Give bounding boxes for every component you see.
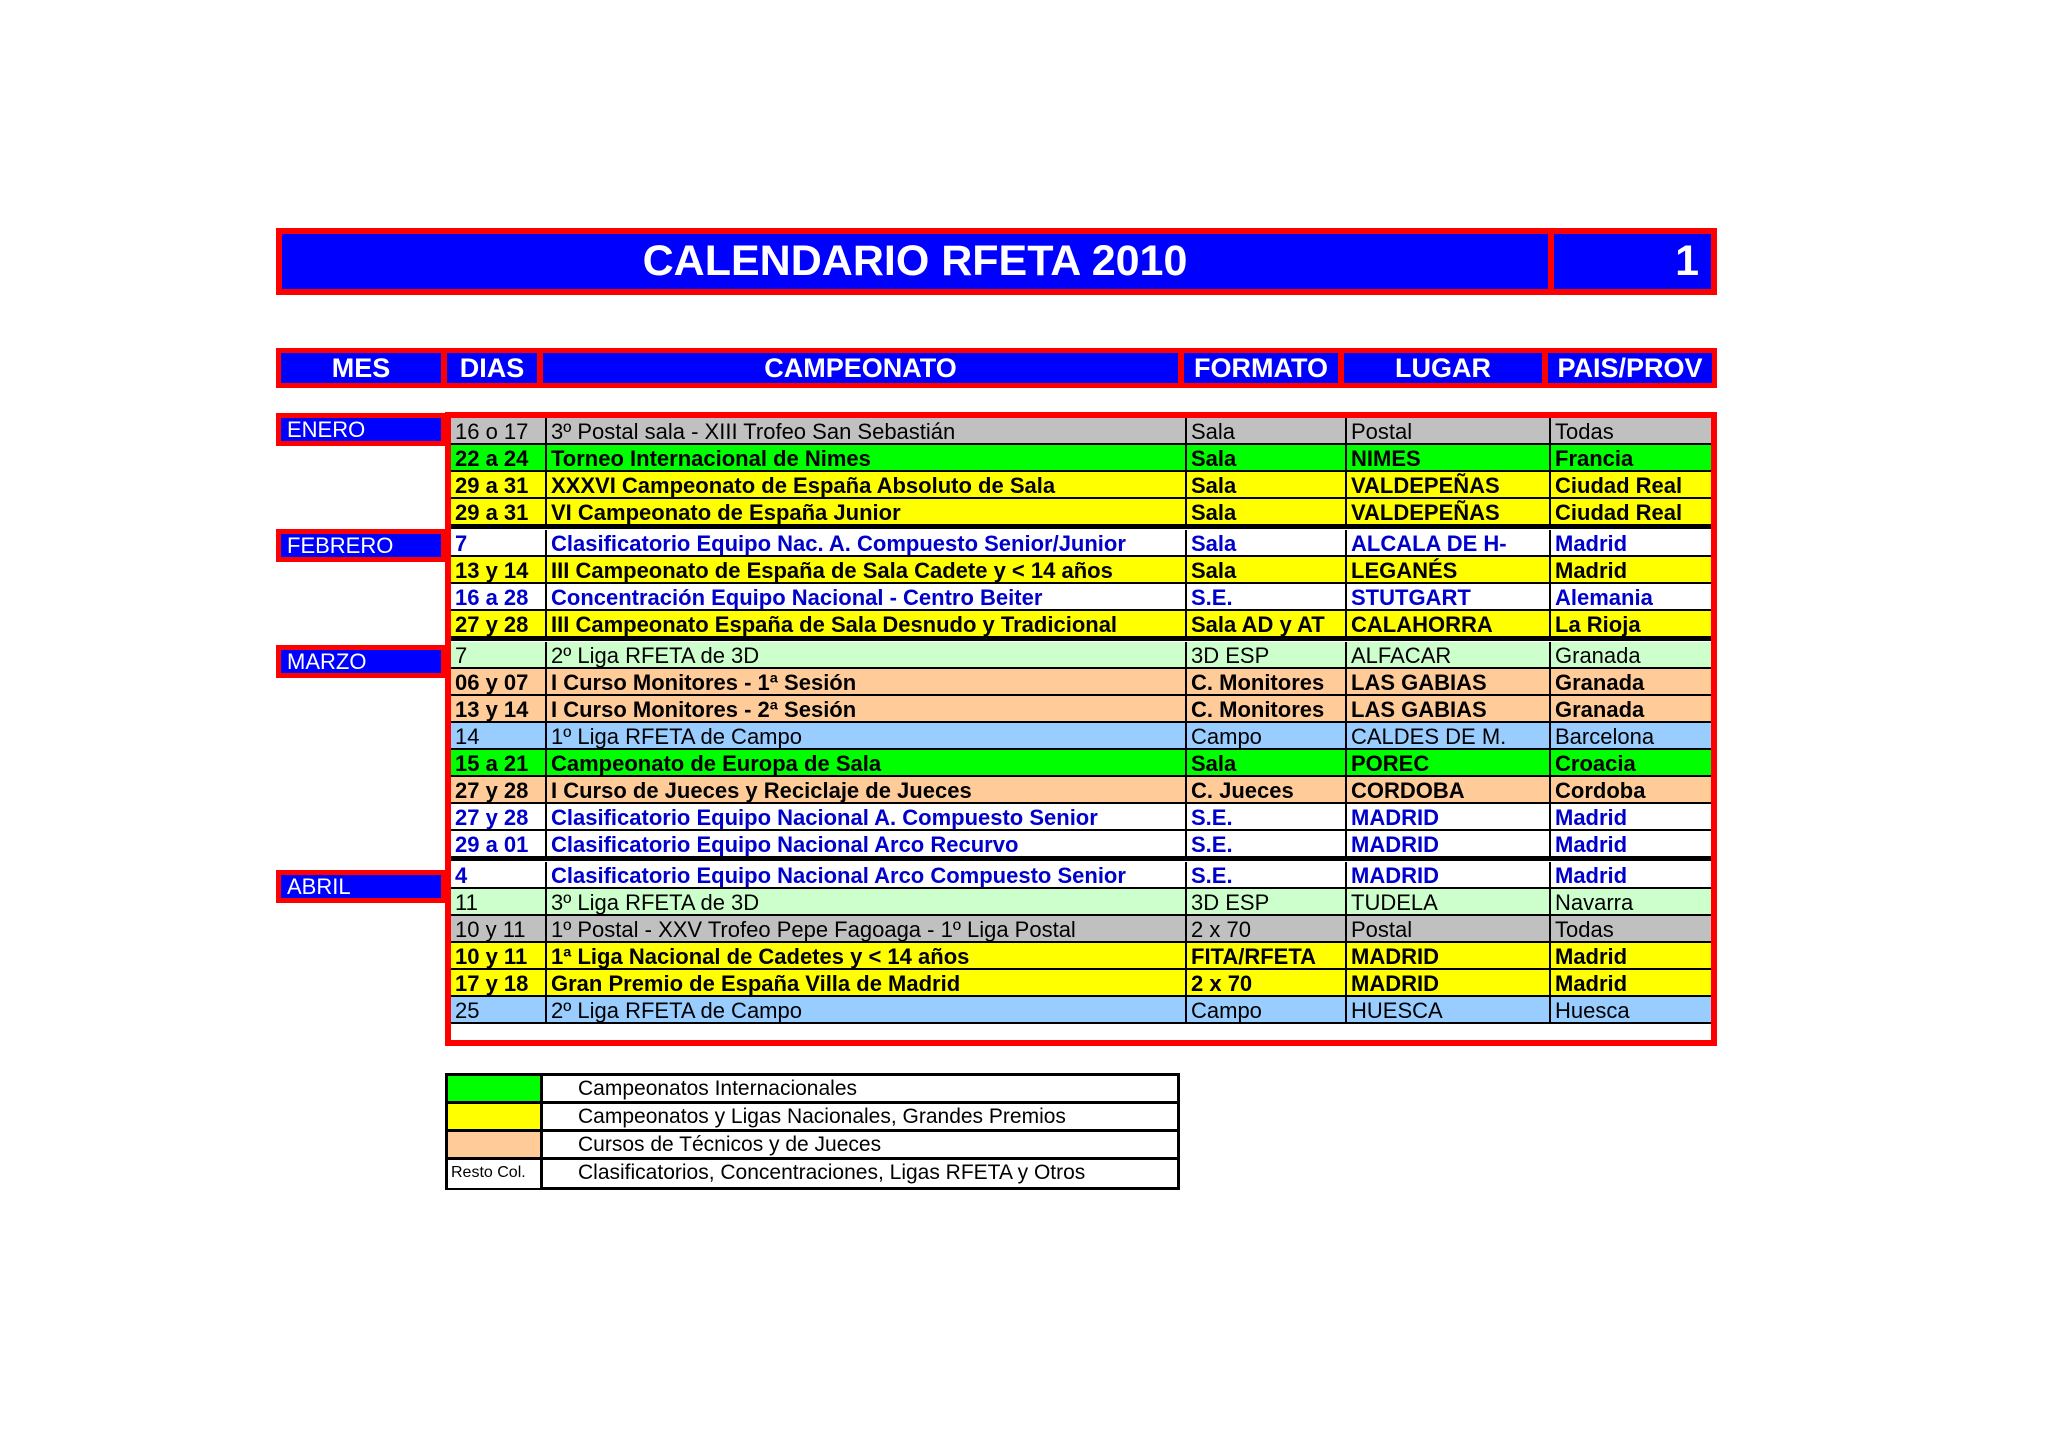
row-formato: Sala [1187, 472, 1347, 499]
table-row [451, 642, 1711, 669]
row-pais: Cordoba [1551, 777, 1711, 804]
table-row [451, 669, 1711, 696]
legend-swatch: Resto Col. [448, 1160, 543, 1188]
table-row [451, 472, 1711, 499]
row-formato: Sala [1187, 499, 1347, 526]
header-dias: DIAS [442, 348, 542, 388]
page-title: CALENDARIO RFETA 2010 [282, 234, 1554, 289]
table-row [451, 889, 1711, 916]
row-dias: 4 [451, 862, 547, 889]
month-separator [451, 636, 1711, 641]
row-pais: Todas [1551, 916, 1711, 943]
row-campeonato: III Campeonato de España de Sala Cadete y < 14 años [547, 557, 1187, 584]
row-campeonato: Clasificatorio Equipo Nacional Arco Compuesto Senior [547, 862, 1187, 889]
row-formato: 2 x 70 [1187, 970, 1347, 997]
row-lugar: MADRID [1347, 970, 1551, 997]
row-formato: C. Monitores [1187, 669, 1347, 696]
row-dias: 13 y 14 [451, 696, 547, 723]
row-formato: Campo [1187, 997, 1347, 1024]
row-campeonato: Torneo Internacional de Nimes [547, 445, 1187, 472]
table-row [451, 943, 1711, 970]
row-lugar: TUDELA [1347, 889, 1551, 916]
row-formato: Campo [1187, 723, 1347, 750]
row-lugar: LAS GABIAS [1347, 669, 1551, 696]
row-dias: 22 a 24 [451, 445, 547, 472]
table-row [451, 750, 1711, 777]
row-lugar: ALFACAR [1347, 642, 1551, 669]
legend-text: Clasificatorios, Concentraciones, Ligas RFETA y Otros [578, 1161, 1086, 1184]
row-campeonato: 2º Liga RFETA de Campo [547, 997, 1187, 1024]
header-formato: FORMATO [1179, 348, 1343, 388]
row-pais: Ciudad Real [1551, 499, 1711, 526]
row-campeonato: XXXVI Campeonato de España Absoluto de Sala [547, 472, 1187, 499]
table-row [451, 723, 1711, 750]
table-row [451, 530, 1711, 557]
month-label: MARZO [276, 645, 446, 678]
row-lugar: HUESCA [1347, 997, 1551, 1024]
legend-item [448, 1132, 1177, 1160]
row-lugar: Postal [1347, 418, 1551, 445]
calendar-table [445, 412, 1717, 1046]
row-lugar: POREC [1347, 750, 1551, 777]
header-pais: PAIS/PROV [1543, 348, 1717, 388]
page-number: 1 [1675, 237, 1699, 285]
table-row [451, 445, 1711, 472]
month-label: ABRIL [276, 870, 446, 903]
row-campeonato: Clasificatorio Equipo Nacional Arco Recurvo [547, 831, 1187, 858]
row-pais: Croacia [1551, 750, 1711, 777]
table-row [451, 499, 1711, 526]
row-dias: 27 y 28 [451, 611, 547, 638]
row-formato: C. Monitores [1187, 696, 1347, 723]
table-row [451, 584, 1711, 611]
month-separator [451, 524, 1711, 529]
row-pais: Barcelona [1551, 723, 1711, 750]
row-lugar: MADRID [1347, 804, 1551, 831]
row-dias: 17 y 18 [451, 970, 547, 997]
row-formato: Sala [1187, 750, 1347, 777]
row-formato: S.E. [1187, 804, 1347, 831]
legend-text: Cursos de Técnicos y de Jueces [578, 1133, 882, 1156]
table-row [451, 611, 1711, 638]
row-campeonato: 2º Liga RFETA de 3D [547, 642, 1187, 669]
row-pais: Madrid [1551, 943, 1711, 970]
row-dias: 13 y 14 [451, 557, 547, 584]
row-formato: Sala [1187, 445, 1347, 472]
legend-text: Campeonatos y Ligas Nacionales, Grandes Premios [578, 1105, 1066, 1128]
row-lugar: MADRID [1347, 943, 1551, 970]
row-pais: Granada [1551, 696, 1711, 723]
row-formato: FITA/RFETA [1187, 943, 1347, 970]
row-formato: Sala [1187, 418, 1347, 445]
row-campeonato: 1ª Liga Nacional de Cadetes y < 14 años [547, 943, 1187, 970]
row-formato: Sala AD y AT [1187, 611, 1347, 638]
row-campeonato: Gran Premio de España Villa de Madrid [547, 970, 1187, 997]
legend-item [448, 1160, 1177, 1188]
row-pais: Madrid [1551, 970, 1711, 997]
row-dias: 06 y 07 [451, 669, 547, 696]
table-row [451, 696, 1711, 723]
table-row [451, 831, 1711, 858]
row-pais: Todas [1551, 418, 1711, 445]
row-pais: Madrid [1551, 862, 1711, 889]
table-row [451, 777, 1711, 804]
row-campeonato: Clasificatorio Equipo Nacional A. Compuesto Senior [547, 804, 1187, 831]
table-row [451, 970, 1711, 997]
row-formato: 2 x 70 [1187, 916, 1347, 943]
row-lugar: ALCALA DE H- [1347, 530, 1551, 557]
row-pais: Madrid [1551, 530, 1711, 557]
header-campeonato: CAMPEONATO [538, 348, 1183, 388]
row-formato: S.E. [1187, 584, 1347, 611]
row-lugar: CALDES DE M. [1347, 723, 1551, 750]
row-lugar: VALDEPEÑAS [1347, 472, 1551, 499]
row-campeonato: 1º Liga RFETA de Campo [547, 723, 1187, 750]
table-row [451, 997, 1711, 1024]
row-dias: 29 a 31 [451, 499, 547, 526]
row-dias: 11 [451, 889, 547, 916]
month-separator [451, 856, 1711, 861]
row-campeonato: I Curso Monitores - 1ª Sesión [547, 669, 1187, 696]
month-label: ENERO [276, 413, 446, 446]
row-pais: Granada [1551, 642, 1711, 669]
row-formato: Sala [1187, 557, 1347, 584]
row-pais: Madrid [1551, 804, 1711, 831]
row-pais: Ciudad Real [1551, 472, 1711, 499]
legend-swatch [448, 1132, 543, 1157]
row-lugar: STUTGART [1347, 584, 1551, 611]
row-pais: Huesca [1551, 997, 1711, 1024]
legend-swatch [448, 1076, 543, 1101]
row-dias: 25 [451, 997, 547, 1024]
legend-swatch [448, 1104, 543, 1129]
row-pais: La Rioja [1551, 611, 1711, 638]
row-formato: 3D ESP [1187, 889, 1347, 916]
row-pais: Alemania [1551, 584, 1711, 611]
row-lugar: LAS GABIAS [1347, 696, 1551, 723]
row-campeonato: Concentración Equipo Nacional - Centro Beiter [547, 584, 1187, 611]
row-lugar: MADRID [1347, 831, 1551, 858]
row-dias: 27 y 28 [451, 804, 547, 831]
row-campeonato: Campeonato de Europa de Sala [547, 750, 1187, 777]
row-lugar: CALAHORRA [1347, 611, 1551, 638]
row-dias: 16 o 17 [451, 418, 547, 445]
row-formato: S.E. [1187, 831, 1347, 858]
row-formato: C. Jueces [1187, 777, 1347, 804]
row-lugar: Postal [1347, 916, 1551, 943]
row-lugar: VALDEPEÑAS [1347, 499, 1551, 526]
row-dias: 16 a 28 [451, 584, 547, 611]
row-pais: Madrid [1551, 831, 1711, 858]
row-dias: 7 [451, 530, 547, 557]
row-dias: 14 [451, 723, 547, 750]
table-row [451, 916, 1711, 943]
row-dias: 27 y 28 [451, 777, 547, 804]
row-campeonato: VI Campeonato de España Junior [547, 499, 1187, 526]
row-lugar: NIMES [1347, 445, 1551, 472]
row-dias: 15 a 21 [451, 750, 547, 777]
row-campeonato: III Campeonato España de Sala Desnudo y Tradicional [547, 611, 1187, 638]
legend [445, 1073, 1180, 1190]
row-campeonato: I Curso de Jueces y Reciclaje de Jueces [547, 777, 1187, 804]
header-lugar: LUGAR [1339, 348, 1547, 388]
row-formato: S.E. [1187, 862, 1347, 889]
legend-text: Campeonatos Internacionales [578, 1077, 858, 1100]
table-row [451, 862, 1711, 889]
legend-item [448, 1076, 1177, 1104]
row-campeonato: I Curso Monitores - 2ª Sesión [547, 696, 1187, 723]
row-dias: 29 a 01 [451, 831, 547, 858]
row-pais: Granada [1551, 669, 1711, 696]
row-formato: 3D ESP [1187, 642, 1347, 669]
row-pais: Madrid [1551, 557, 1711, 584]
row-pais: Navarra [1551, 889, 1711, 916]
row-dias: 29 a 31 [451, 472, 547, 499]
legend-item [448, 1104, 1177, 1132]
row-campeonato: Clasificatorio Equipo Nac. A. Compuesto Senior/Junior [547, 530, 1187, 557]
row-campeonato: 3º Postal sala - XIII Trofeo San Sebastián [547, 418, 1187, 445]
table-row [451, 418, 1711, 445]
row-dias: 10 y 11 [451, 916, 547, 943]
row-lugar: LEGANÉS [1347, 557, 1551, 584]
row-lugar: CORDOBA [1347, 777, 1551, 804]
table-row [451, 557, 1711, 584]
row-pais: Francia [1551, 445, 1711, 472]
header-mes: MES [276, 348, 446, 388]
row-formato: Sala [1187, 530, 1347, 557]
row-dias: 7 [451, 642, 547, 669]
row-campeonato: 1º Postal - XXV Trofeo Pepe Fagoaga - 1º Liga Postal [547, 916, 1187, 943]
row-lugar: MADRID [1347, 862, 1551, 889]
month-label: FEBRERO [276, 529, 446, 562]
title-bar [276, 228, 1717, 295]
row-dias: 10 y 11 [451, 943, 547, 970]
table-row [451, 804, 1711, 831]
row-campeonato: 3º Liga RFETA de 3D [547, 889, 1187, 916]
